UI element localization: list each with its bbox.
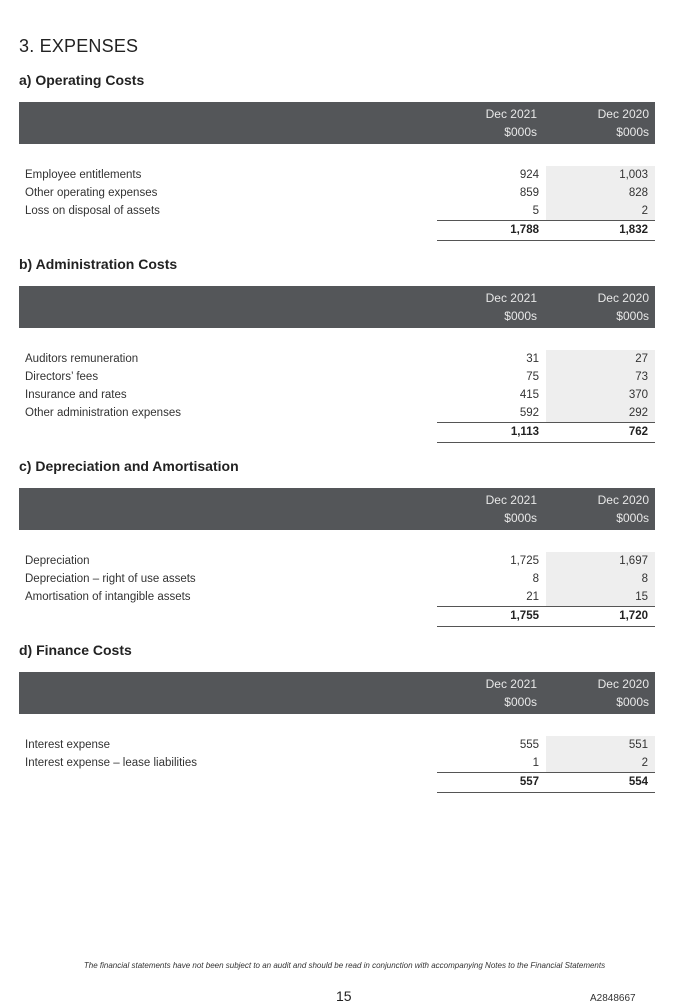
total-rule <box>437 442 655 443</box>
column-header-dec-2020: Dec 2020 $000s <box>597 493 649 525</box>
table-row: Directors’ fees 75 73 <box>25 371 648 383</box>
table-header <box>19 286 655 328</box>
table-row: Depreciation – right of use assets 8 8 <box>25 573 648 585</box>
column-header-dec-2021: Dec 2021 $000s <box>485 107 537 139</box>
table-header <box>19 488 655 530</box>
total-rule <box>437 240 655 241</box>
table-header <box>19 672 655 714</box>
section-title: d) Finance Costs <box>19 642 132 658</box>
table-row: Depreciation 1,725 1,697 <box>25 555 648 567</box>
column-header-dec-2021: Dec 2021 $000s <box>485 677 537 709</box>
table-row: Amortisation of intangible assets 21 15 <box>25 591 648 603</box>
total-row: 557 554 <box>519 776 648 788</box>
column-header-dec-2020: Dec 2020 $000s <box>597 291 649 323</box>
table-row: Insurance and rates 415 370 <box>25 389 648 401</box>
column-header-dec-2020: Dec 2020 $000s <box>597 677 649 709</box>
page-title: 3. EXPENSES <box>19 36 139 56</box>
total-row: 1,113 762 <box>510 426 648 438</box>
section-title: a) Operating Costs <box>19 72 145 88</box>
table-row: Loss on disposal of assets 5 2 <box>25 205 648 217</box>
total-rule <box>437 626 655 627</box>
table-header <box>19 102 655 144</box>
table-row: Interest expense – lease liabilities 1 2 <box>25 757 648 769</box>
total-row: 1,755 1,720 <box>510 610 648 622</box>
section-title: c) Depreciation and Amortisation <box>19 458 239 474</box>
table-row: Auditors remuneration 31 27 <box>25 353 648 365</box>
page-number: 15 <box>336 988 352 1004</box>
total-row: 1,788 1,832 <box>510 224 648 236</box>
table-row: Employee entitlements 924 1,003 <box>25 169 648 181</box>
table-row: Interest expense 555 551 <box>25 739 648 751</box>
document-id: A2848667 <box>590 993 636 1004</box>
table-row: Other operating expenses 859 828 <box>25 187 648 199</box>
section-title: b) Administration Costs <box>19 256 178 272</box>
total-rule <box>437 792 655 793</box>
column-header-dec-2021: Dec 2021 $000s <box>485 291 537 323</box>
column-header-dec-2020: Dec 2020 $000s <box>597 107 649 139</box>
footnote: The financial statements have not been subject to an audit and should be read in conjunction with accompanying Notes to the Financial Statements <box>83 961 606 970</box>
column-header-dec-2021: Dec 2021 $000s <box>485 493 537 525</box>
table-row: Other administration expenses 592 292 <box>25 407 648 419</box>
